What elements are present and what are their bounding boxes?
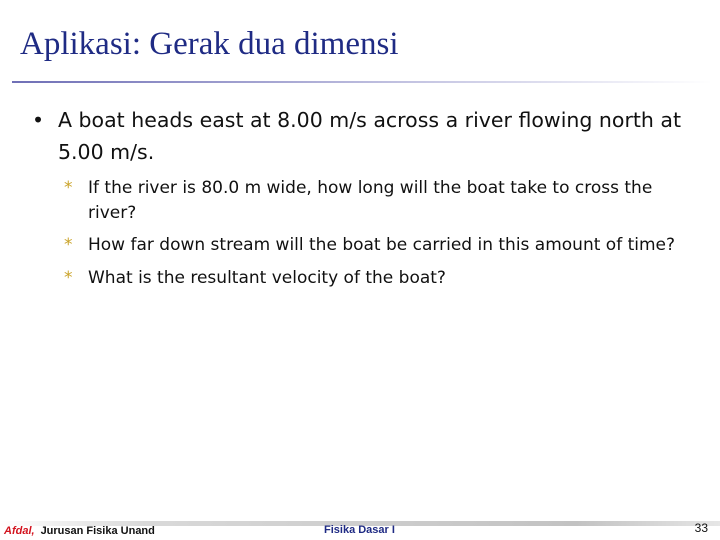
- star-marker-icon: *: [64, 267, 73, 288]
- footer-credit: [4, 525, 155, 537]
- sub-bullet-item: [64, 176, 704, 225]
- sub-bullet-item: [64, 266, 704, 291]
- slide-title: Aplikasi: Gerak dua dimensi: [20, 26, 399, 62]
- sub-bullet-text: What is the resultant velocity of the boat?: [88, 267, 446, 288]
- main-bullet-text: A boat heads east at 8.00 m/s across a river flowing north at 5.00 m/s.: [58, 108, 682, 164]
- star-marker-icon: *: [64, 178, 73, 198]
- sub-bullet-text: How far down stream will the boat be carried in this amount of time?: [88, 235, 676, 255]
- footer-department: Jurusan Fisika Unand: [40, 525, 155, 537]
- sub-bullet-item: [64, 233, 704, 258]
- footer-course: Fisika Dasar I: [324, 524, 395, 536]
- footer-author: Afdal,: [4, 525, 35, 537]
- sub-bullet-list: [64, 176, 704, 298]
- bullet-marker: •: [32, 108, 45, 132]
- sub-bullet-text: If the river is 80.0 m wide, how long will the boat take to cross the river?: [88, 178, 653, 223]
- page-number: 33: [694, 521, 708, 535]
- star-marker-icon: *: [64, 235, 73, 255]
- main-bullet: [32, 104, 702, 168]
- title-divider: [12, 81, 712, 83]
